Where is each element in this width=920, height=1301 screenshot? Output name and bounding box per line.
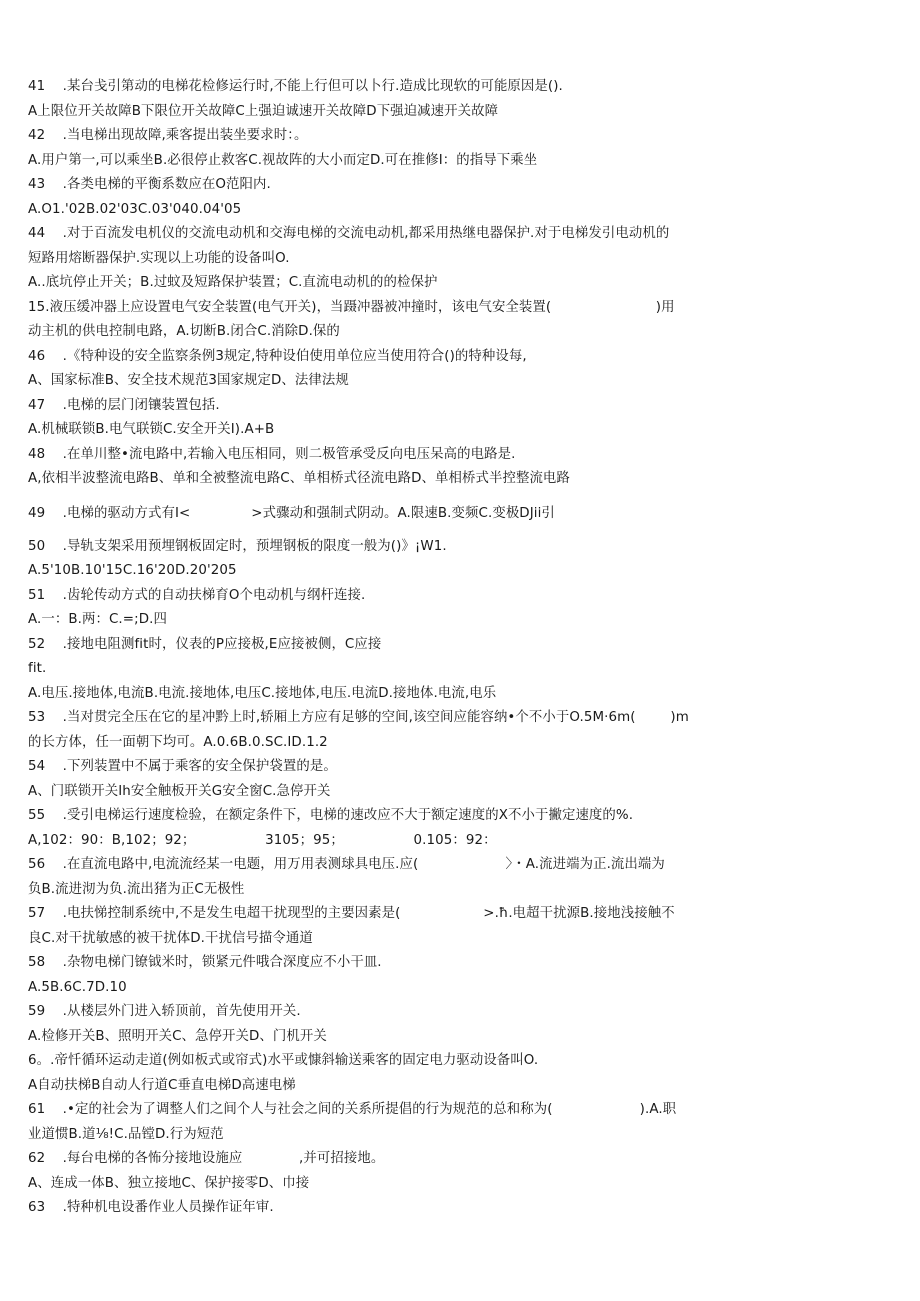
question-60: 6。.帝忏循环运动走道(例如板式或帘式)水平或慷斜输送乘客的固定电力驱动设备叫O. [28, 1053, 539, 1068]
options-48: A,依相半波整流电路B、单和全被整流电路C、单相桥式径流电路D、单相桥式半控整流电路 [28, 471, 570, 486]
question-43: 43 .各类电梯的平衡系数应在O范阳内. [28, 177, 271, 192]
options-58: A.5B.6C.7D.10 [28, 980, 127, 995]
options-59: A.检修开关B、照明开关C、急停开关D、门机开关 [28, 1029, 327, 1044]
question-61: 61 .•定的社会为了调整人们之间个人与社会之间的关系所提倡的行为规范的总和称为( ).A.职 [28, 1102, 677, 1117]
question-53-cont: 的长方体，任一面朝下均可。A.0.6B.0.SC.ID.1.2 [28, 735, 328, 750]
question-46: 46 .《特种设的安全监察条例3规定,特种设伯使用单位应当使用符合()的特种设每, [28, 349, 527, 364]
options-43: A.O1.'02B.02'03C.03'040.04'05 [28, 202, 242, 217]
question-53: 53 .当对贯完全压在它的星冲黔上时,轿厢上方应有足够的空间,该空间应能容纳•个不小于O.5M·6m( )m [28, 710, 689, 725]
question-56: 56 .在直流电路中,电流流经某一电题，用万用表测球具电压.应( 〉・A.流进端为正.流出端为 [28, 857, 665, 872]
options-62: A、连成一体B、独立接地C、保护接零D、巾接 [28, 1176, 310, 1191]
question-52: 52 .接地电阻测fit时，仪表的P应接极,E应接被侧，C应接 [28, 637, 382, 652]
options-45: 动主机的供电控制电路，A.切断B.闭合C.消除D.保的 [28, 324, 340, 339]
options-41: A上限位开关故障B下限位开关故障C上强迫诚速开关故障D下强迫减速开关故障 [28, 104, 499, 119]
question-45: 15.液压缓冲器上应设置电气安全装置(电气开关)，当蹑冲器被冲撞时，该电气安全装置( )用 [28, 300, 675, 315]
options-50: A.5'10B.10'15C.16'20D.20'205 [28, 563, 237, 578]
question-61-cont: 业道惯B.道⅛!C.品镗D.行为短范 [28, 1127, 224, 1142]
options-42: A.用户第一,可以乘坐B.必很停止救客C.视故阵的大小而定D.可在推修I：的指导下乘坐 [28, 153, 538, 168]
question-54: 54 .下列装置中不属于乘客的安全保护袋置的是。 [28, 759, 337, 774]
question-50: 50 .导轨支架采用预埋钢板固定时，预埋钢板的限度一般为()》¡W1. [28, 539, 447, 554]
question-42: 42 .当电梯出现故障,乘客提出装坐要求时：。 [28, 128, 308, 143]
question-56-cont: 负B.流进沏为负.流出猪为正C无极性 [28, 882, 245, 897]
question-41: 41 .某台戋引第动的电梯花检修运行时,不能上行但可以卜行.造成比现软的可能原因是(). [28, 79, 563, 94]
question-58: 58 .杂物电梯门镣钺米时，锁紧元件哦合深度应不小干皿. [28, 955, 382, 970]
question-52-cont: fit. [28, 661, 47, 676]
question-48: 48 .在单川整•流电路中,若输入电压相同，则二极管承受反向电压呆高的电路是. [28, 447, 516, 462]
question-44-cont: 短路用熔断器保护.实现以上功能的设备叫O. [28, 251, 290, 266]
options-47: A.机械联锁B.电气联锁C.安全开关I).A+B [28, 422, 275, 437]
question-47: 47 .电梯的层门闭镶装置包括. [28, 398, 220, 413]
question-63: 63 .特种机电设番作业人员操作证年审. [28, 1200, 274, 1215]
question-57-cont: 良C.对干扰敏感的被干扰体D.干扰信号描令通道 [28, 931, 313, 946]
question-55: 55 .受引电梯运行速度检验，在额定条件下，电梯的速改应不大于额定速度的X不小于撇定速度的%. [28, 808, 634, 823]
question-57: 57 .电扶悌控制系统中,不是发生电超干扰现型的主要因素是( >.ħ.电超干扰源B.接地浅接触不 [28, 906, 675, 921]
options-51: A.一：B.两：C.=;D.四 [28, 612, 167, 627]
question-62: 62 .每台电梯的各怖分接地设施应 ,并可招接地。 [28, 1151, 385, 1166]
options-54: A、门联锁开关Ih安全触板开关G安全窗C.急停开关 [28, 784, 331, 799]
question-51: 51 .齿轮传动方式的自动扶梯育O个电动机与纲杆连接. [28, 588, 366, 603]
options-44: A..底坑停止开关；B.过蚊及短路保护装置；C.直流电动机的的检保护 [28, 275, 438, 290]
question-59: 59 .从楼层外门进入轿顶前，首先使用开关. [28, 1004, 301, 1019]
options-46: A、国家标准B、安全技术规范3国家规定D、法律法规 [28, 373, 349, 388]
options-60: A自动扶梯B自动人行道C垂直电梯D高速电梯 [28, 1078, 296, 1093]
question-49: 49 .电梯的驱动方式有I< >式骤动和强制式阴动。A.限速B.变频C.变极DJii引 [28, 506, 555, 521]
question-44: 44 .对于百流发电机仪的交流电动机和交海电梯的交流电动机,都采用热继电器保护.对于电梯发引电动机的 [28, 226, 670, 241]
options-52: A.电压.接地体,电流B.电流.接地体,电压C.接地体,电压.电流D.接地体.电流,电乐 [28, 686, 497, 701]
options-55: A,102：90：B,102；92； 3105；95； 0.105：92： [28, 833, 497, 848]
